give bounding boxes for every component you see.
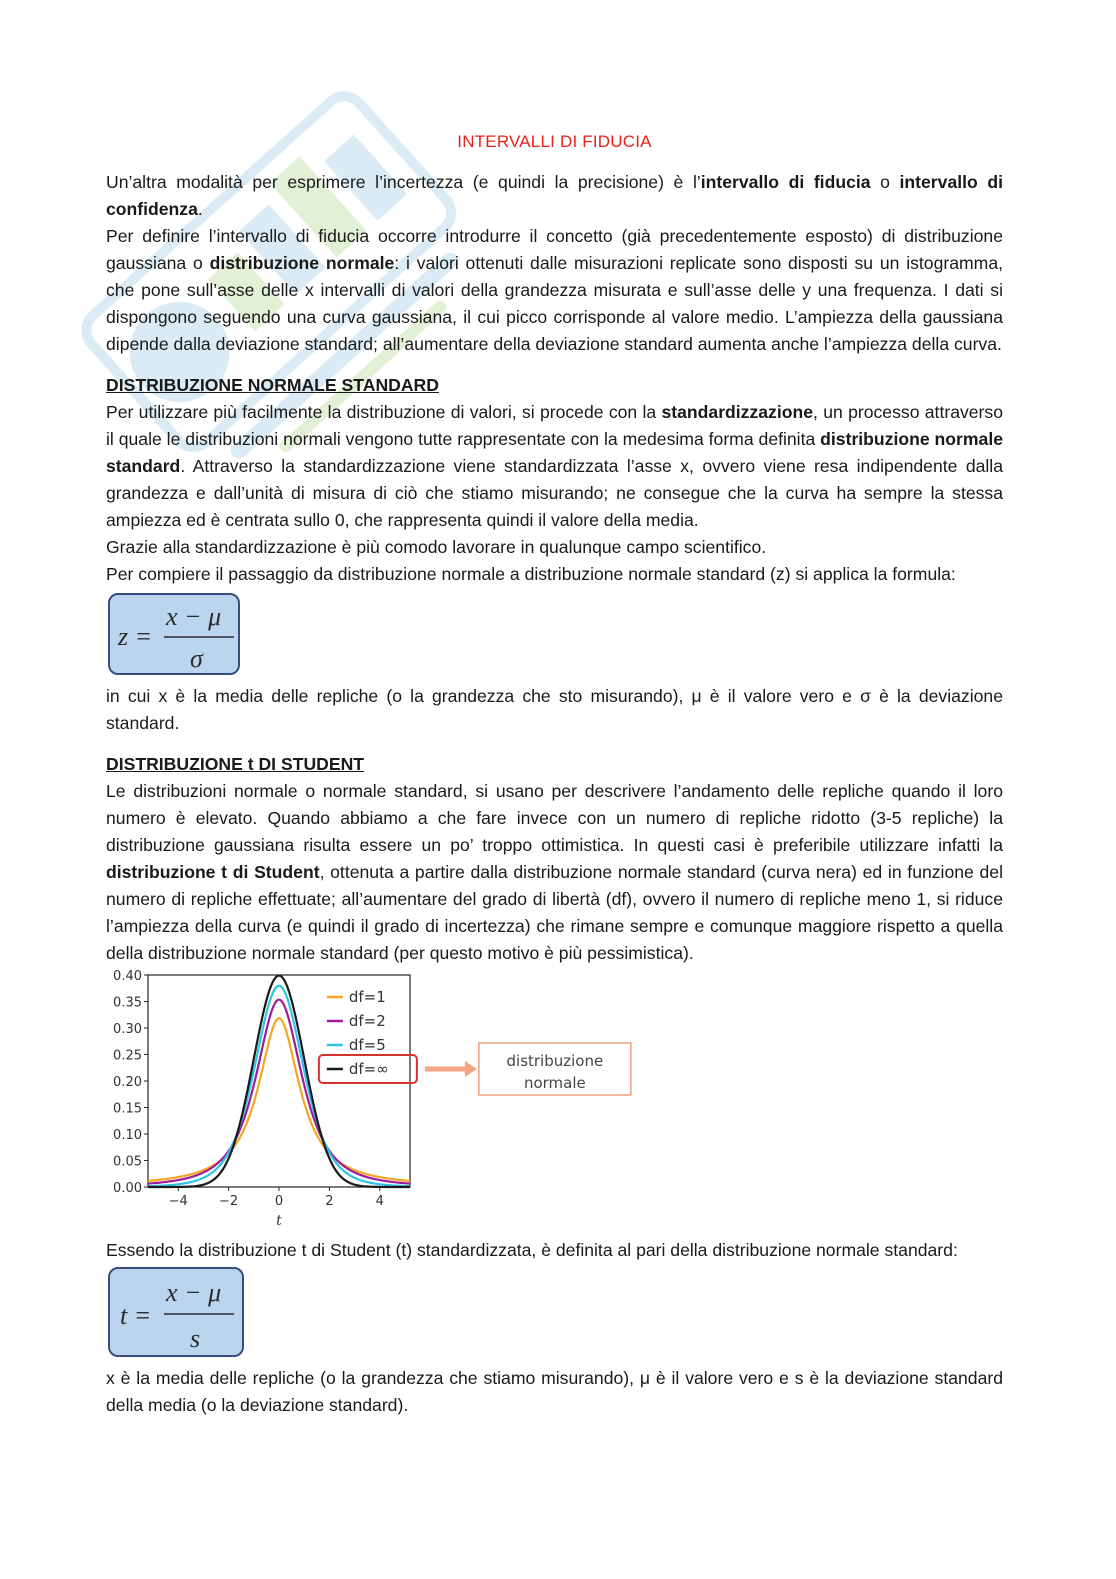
legend-label: df=1 xyxy=(348,988,386,1006)
text-run: . Attraverso la standardizzazione viene standardizzata l’asse x, ovvero viene resa indipendente dalla grandezza e dall’unità di misura di ciò che stiamo misurando; ne consegue che la curva ha sempre la stessa ampiezza ed è centrata sullo 0, che rappresenta quindi il valore della media. xyxy=(106,456,1003,530)
text-run: , un processo attraverso il quale le distribuzioni normali vengono tutte rappresentate con la medesima forma definita xyxy=(106,402,1003,449)
document-page xyxy=(106,128,1003,1419)
legend-label: df=5 xyxy=(348,1036,386,1054)
text-run: Per utilizzare più facilmente la distribuzione di valori, si procede con la xyxy=(106,402,662,422)
bold-term: intervallo di confidenza xyxy=(106,172,1003,219)
z-formula-box xyxy=(108,593,240,675)
y-tick-label: 0.40 xyxy=(113,969,142,984)
legend-label: df=∞ xyxy=(348,1060,389,1078)
x-tick-label: −4 xyxy=(168,1194,188,1209)
formula-lhs: z = xyxy=(118,622,153,651)
y-tick-label: 0.35 xyxy=(113,995,142,1011)
x-tick-label: 4 xyxy=(375,1194,384,1209)
bold-term: standardizzazione xyxy=(661,402,814,422)
text-run: o xyxy=(870,172,900,192)
section1-paragraph-2: Grazie alla standardizzazione è più comodo lavorare in qualunque campo scientifico. xyxy=(106,537,767,557)
chart-svg xyxy=(100,969,660,1237)
section1-paragraph-1 xyxy=(106,399,1003,534)
text-run: . xyxy=(197,199,203,219)
annotation-line-1: distribuzione xyxy=(506,1052,604,1070)
bold-term: distribuzione t di Student xyxy=(106,862,320,882)
y-tick-label: 0.25 xyxy=(113,1048,142,1064)
t-formula-box xyxy=(108,1267,244,1357)
section2-paragraph-1 xyxy=(106,778,1003,967)
plot-frame xyxy=(148,975,410,1187)
x-tick-label: 2 xyxy=(325,1194,334,1209)
text-run: : i valori ottenuti dalle misurazioni replicate sono disposti su un istogramma, che pone sull’asse delle x intervalli di valori della grandezza misurata e sull’asse delle y una frequenza. I dati si dispongono seguendo una curva gaussiana, il cui picco corrisponde al valore medio. L’ampiezza della gaussiana dipende dalla deviazione standard; all’aumentare della deviazione standard aumenta anche l’ampiezza della curva. xyxy=(106,253,1003,354)
x-tick-label: 0 xyxy=(274,1194,284,1209)
section1-paragraph-3: Per compiere il passaggio da distribuzione normale a distribuzione normale standard (z) si applica la formula: xyxy=(106,564,956,584)
y-tick-label: 0.05 xyxy=(113,1154,142,1170)
y-tick-label: 0.20 xyxy=(113,1075,142,1090)
formula-denominator: σ xyxy=(190,644,203,673)
intro-paragraph-1 xyxy=(106,169,1003,223)
text-run: , ottenuta a partire dalla distribuzione normale standard (curva nera) ed in funzione del numero di repliche effettuate; all’aumentare del grado di libertà (df), ovvero il numero di repliche meno 1, si riduce l’ampiezza della curva (e quindi il grado di incertezza) che rimane sempre e comunque maggiore rispetto a quella della distribuzione normale standard (per questo motivo è più pessimistica). xyxy=(106,862,1004,963)
intro-paragraph-2 xyxy=(106,223,1003,358)
text-run: Per definire l’intervallo di fiducia occorre introdurre il concetto (già precedentemente esposto) di distribuzione gaussiana o xyxy=(106,226,1003,273)
y-tick-label: 0.15 xyxy=(113,1101,142,1117)
y-tick-label: 0.10 xyxy=(113,1128,142,1143)
formula-lhs: t = xyxy=(120,1301,152,1330)
formula-numerator: x − μ xyxy=(166,1278,222,1307)
formula-numerator: x − μ xyxy=(166,602,222,631)
section2-paragraph-3: x è la media delle repliche (o la grandezza che stiamo misurando), μ è il valore vero e s è la deviazione standard della media (o la deviazione standard). xyxy=(106,1368,1003,1415)
x-axis-label: t xyxy=(276,1213,282,1229)
section-t-student xyxy=(106,751,1003,1419)
bold-term: intervallo di fiducia xyxy=(700,172,871,192)
legend-label: df=2 xyxy=(348,1012,386,1030)
section1-paragraph-4: in cui x è la media delle repliche (o la grandezza che sto misurando), μ è il valore vero e σ è la deviazione standard. xyxy=(106,686,1003,733)
bold-term: distribuzione normale xyxy=(209,253,395,273)
formula-denominator: s xyxy=(190,1324,201,1353)
page-title: INTERVALLI DI FIDUCIA xyxy=(457,132,652,151)
text-run: Un’altra modalità per esprimere l’incertezza (e quindi la precisione) è l’ xyxy=(106,172,701,192)
y-tick-label: 0.00 xyxy=(113,1181,142,1196)
section-heading: DISTRIBUZIONE t DI STUDENT xyxy=(106,754,365,774)
section-heading: DISTRIBUZIONE NORMALE STANDARD xyxy=(106,375,439,395)
x-tick-label: −2 xyxy=(219,1194,239,1209)
arrow-head xyxy=(465,1061,477,1077)
bold-term: distribuzione normale standard xyxy=(106,429,1003,476)
y-tick-label: 0.30 xyxy=(113,1022,142,1037)
section-normal-standard xyxy=(106,372,1003,737)
section2-paragraph-2: Essendo la distribuzione t di Student (t) standardizzata, è definita al pari della distribuzione normale standard: xyxy=(106,1240,958,1260)
t-distribution-chart xyxy=(106,969,1003,1237)
annotation-line-2: normale xyxy=(523,1074,586,1092)
text-run: Le distribuzioni normale o normale standard, si usano per descrivere l’andamento delle repliche quando il loro numero è elevato. Quando abbiamo a che fare invece con un numero di repliche ridotto (3-5 repliche) la distribuzione gaussiana risulta essere un po’ troppo ottimistica. In questi casi è preferibile utilizzare infatti la xyxy=(106,781,1003,855)
